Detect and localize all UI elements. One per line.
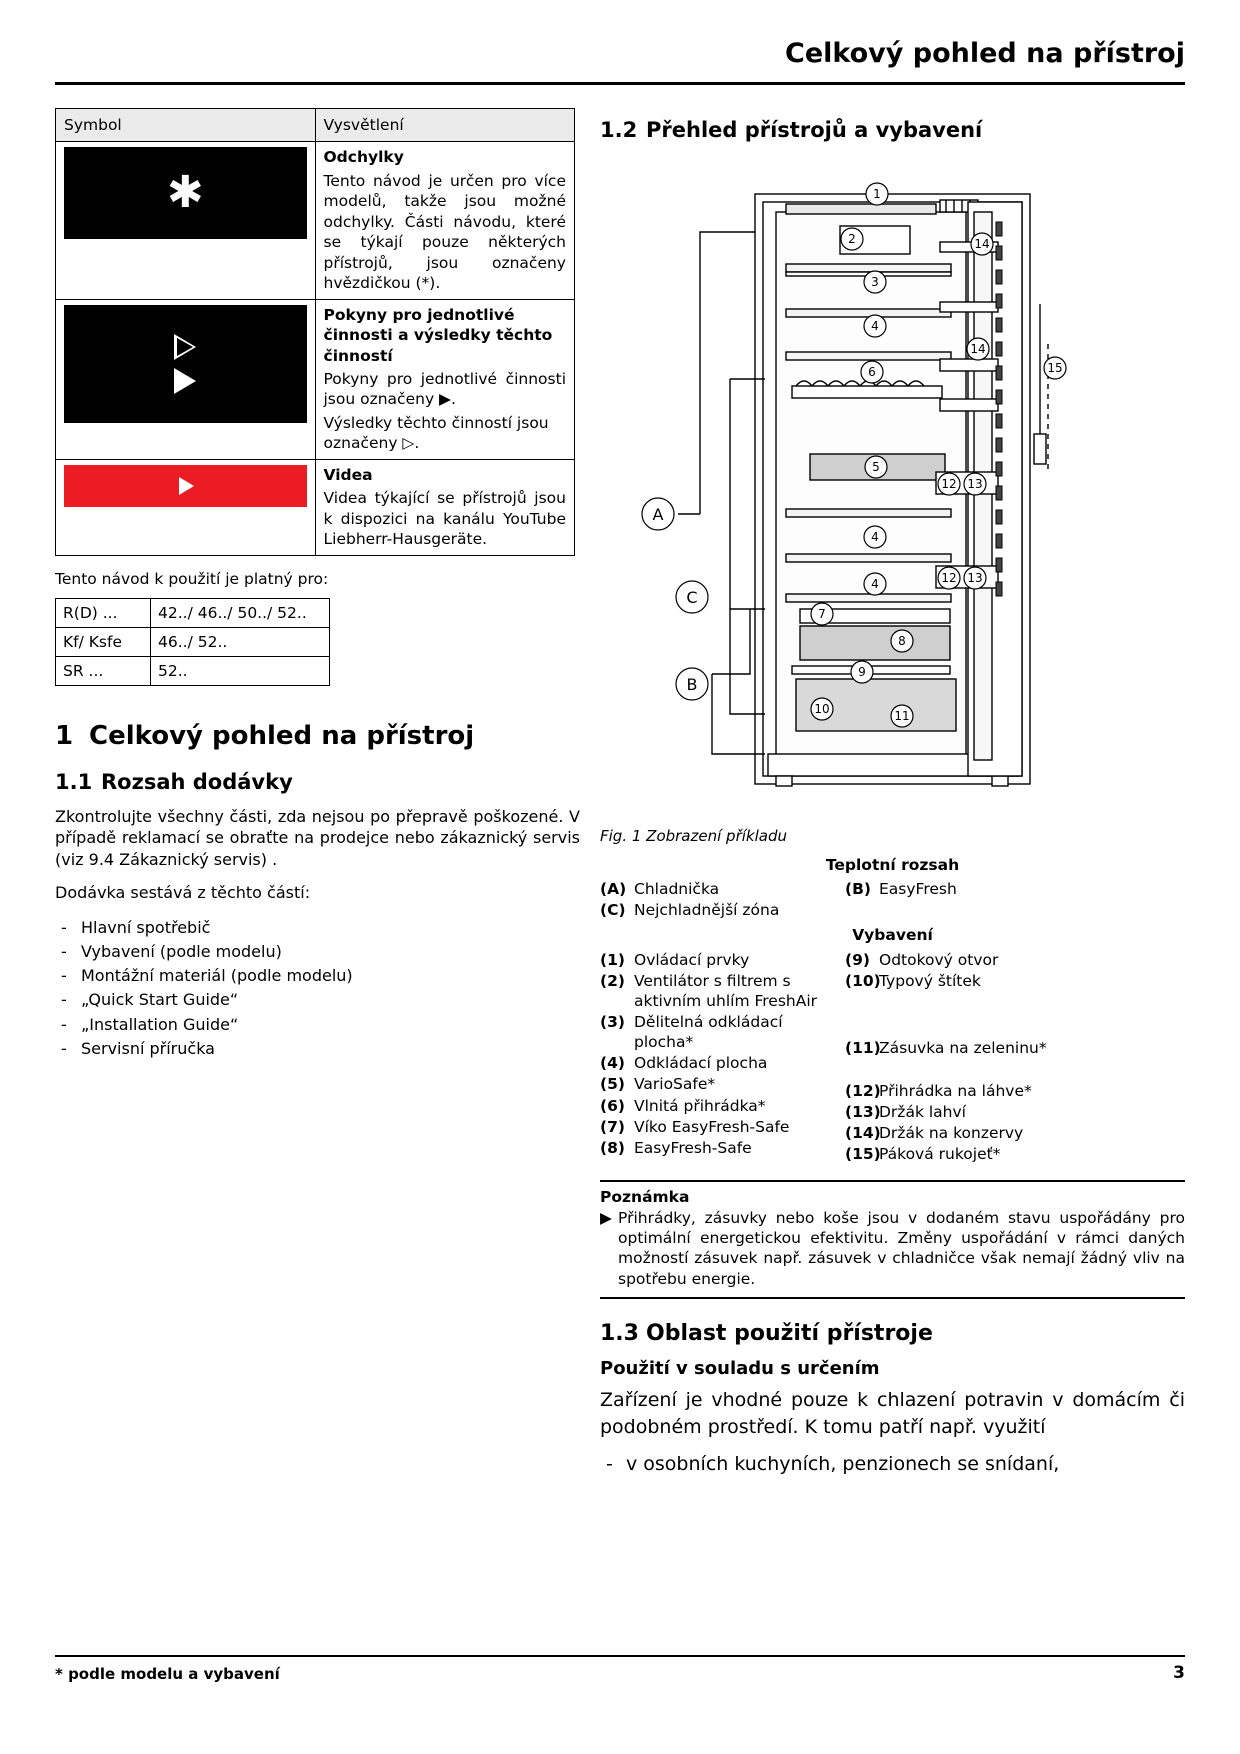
- svg-text:1: 1: [873, 187, 881, 201]
- figure-caption: Fig. 1 Zobrazení příkladu: [600, 827, 787, 845]
- list-item: - Montážní materiál (podle modelu): [55, 964, 580, 987]
- asterisk-symbol-cell: [56, 142, 316, 299]
- svg-text:13: 13: [967, 477, 983, 491]
- equipment-right-column: [845, 950, 1185, 1166]
- left-column: [55, 108, 580, 1061]
- svg-text:14: 14: [974, 237, 990, 251]
- legend-key: (8): [600, 1138, 625, 1157]
- legend-key: (C): [600, 901, 626, 920]
- svg-text:9: 9: [858, 665, 866, 679]
- section-1-2-number: 1.2: [600, 118, 638, 142]
- model-name: R(D) ...: [56, 598, 151, 627]
- symbol-explanation-deviations: [315, 142, 575, 299]
- legend-key: (5): [600, 1075, 625, 1094]
- section-1-number: 1: [55, 720, 74, 751]
- legend-key: (3): [600, 1012, 625, 1031]
- section-1-1-heading: [55, 770, 580, 794]
- note-title: Poznámka: [600, 1187, 690, 1206]
- legend-item: [600, 1117, 835, 1137]
- youtube-symbol-cell: [56, 459, 316, 555]
- section-1-3-number: 1.3: [600, 1321, 639, 1347]
- legend-item: [600, 971, 835, 1011]
- legend-key: (10): [845, 971, 881, 990]
- model-value: 42../ 46../ 50../ 52..: [151, 598, 330, 627]
- legend-value: VarioSafe*: [634, 1075, 716, 1094]
- symbol-title: Pokyny pro jednotlivé činnosti a výsledky těchto činností: [323, 305, 553, 365]
- legend-item: [845, 1123, 1185, 1143]
- svg-text:11: 11: [894, 709, 910, 723]
- note-block: [600, 1208, 1185, 1290]
- svg-text:15: 15: [1047, 361, 1063, 375]
- legend-key: (2): [600, 971, 625, 990]
- legend-item: [845, 879, 1185, 899]
- legend-item: [845, 1081, 1185, 1101]
- header-title: Celkový pohled na přístroj: [785, 38, 1185, 69]
- right-column: [600, 100, 1185, 1478]
- symbol-text: Videa týkající se přístrojů jsou k dispozici na kanálu YouTube Liebherr-Hausgeräte.: [323, 489, 566, 549]
- legend-key: (4): [600, 1054, 625, 1073]
- section-1-1-number: 1.1: [55, 769, 93, 794]
- validity-text: Tento návod k použití je platný pro:: [55, 569, 329, 588]
- asterisk-icon: ✱: [64, 147, 307, 239]
- svg-text:14: 14: [970, 342, 986, 356]
- model-table: [55, 598, 330, 686]
- legend-value: Odkládací plocha: [634, 1054, 768, 1073]
- legend-value: Víko EasyFresh-Safe: [634, 1117, 790, 1136]
- legend-key: (15): [845, 1145, 881, 1164]
- equipment-list: [600, 950, 1185, 1166]
- spacer: [845, 1059, 1185, 1081]
- model-value: 46../ 52..: [151, 627, 330, 656]
- section-1-3-title: Oblast použití přístroje: [646, 1321, 933, 1347]
- legend-value: Dělitelná odkládací plocha*: [634, 1012, 783, 1052]
- legend-key: (14): [845, 1124, 881, 1143]
- legend-item: [845, 1144, 1185, 1164]
- legend-value: Přihrádka na láhve*: [879, 1081, 1032, 1100]
- legend-item: [600, 950, 835, 970]
- temperature-range-heading: Teplotní rozsah: [825, 856, 960, 874]
- symbol-text: Tento návod je určen pro více modelů, takže jsou možné odchylky. Části návodu, které se týkají pouze některých přístrojů, jsou označeny hvězdičkou (*).: [323, 171, 566, 293]
- triangle-solid-icon: [174, 368, 196, 394]
- footer-divider: [55, 1655, 1185, 1657]
- legend-value: Odtokový otvor: [879, 950, 999, 969]
- table-row: [56, 656, 330, 685]
- symbol-explanation-videos: [315, 459, 575, 555]
- legend-value: Páková rukojeť*: [879, 1145, 1001, 1164]
- list-item: - „Quick Start Guide“: [55, 988, 580, 1011]
- legend-value: Vlnitá přihrádka*: [634, 1096, 766, 1115]
- legend-item: [845, 1038, 1185, 1058]
- appliance-figure: [600, 154, 1185, 819]
- legend-value: Zásuvka na zeleninu*: [879, 1038, 1047, 1057]
- table-row: [56, 459, 575, 555]
- delivery-paragraph-1: Zkontrolujte všechny části, zda nejsou po přepravě poškozené. V případě reklamací se obraťte na prodejce nebo zákaznický servis (viz 9.4 Zákaznický servis) .: [55, 806, 580, 869]
- explanation-column-header: Vysvětlení: [315, 109, 575, 142]
- fridge-diagram: [600, 154, 1185, 819]
- triangle-outline-icon: [174, 334, 196, 360]
- page-header: [55, 38, 1185, 69]
- list-item: - Hlavní spotřebič: [55, 916, 580, 939]
- legend-item: [600, 879, 835, 899]
- legend-key: (6): [600, 1096, 625, 1115]
- legend-item: [600, 1138, 835, 1158]
- legend-key: (12): [845, 1081, 881, 1100]
- list-item: - „Installation Guide“: [55, 1013, 580, 1036]
- legend-item: [845, 950, 1185, 970]
- model-name: SR ...: [56, 656, 151, 685]
- section-1-heading: [55, 722, 580, 752]
- legend-value: Držák na konzervy: [879, 1124, 1024, 1143]
- legend-value: EasyFresh-Safe: [634, 1138, 752, 1157]
- model-value: 52..: [151, 656, 330, 685]
- play-triangle-icon: [179, 477, 194, 495]
- symbol-table: [55, 108, 575, 556]
- youtube-icon: [64, 465, 307, 507]
- svg-text:7: 7: [818, 607, 826, 621]
- legend-value: EasyFresh: [879, 880, 957, 899]
- svg-text:12: 12: [941, 571, 957, 585]
- list-item: - Vybavení (podle modelu): [55, 940, 580, 963]
- legend-item: [600, 1074, 835, 1094]
- table-row: [56, 627, 330, 656]
- header-divider: [55, 82, 1185, 85]
- legend-value: Chladnička: [634, 880, 720, 899]
- list-item: - v osobních kuchyních, penzionech se snídaní,: [600, 1451, 1185, 1478]
- delivery-items-list: [55, 916, 580, 1060]
- note-divider-bottom: [600, 1297, 1185, 1299]
- model-name: Kf/ Ksfe: [56, 627, 151, 656]
- svg-text:4: 4: [871, 530, 879, 544]
- section-1-2-heading: [600, 118, 1185, 142]
- svg-text:4: 4: [871, 577, 879, 591]
- legend-item: [845, 971, 1185, 991]
- symbol-title: Videa: [323, 465, 373, 484]
- equipment-left-column: [600, 950, 835, 1166]
- legend-item: [600, 900, 835, 920]
- list-item: - Servisní příručka: [55, 1037, 580, 1060]
- legend-key: (9): [845, 950, 870, 969]
- legend-item: [600, 1053, 835, 1073]
- legend-key: (B): [845, 880, 871, 899]
- svg-text:A: A: [652, 505, 664, 524]
- legend-value: Ventilátor s filtrem s aktivním uhlím FreshAir: [634, 971, 818, 1010]
- svg-text:2: 2: [848, 232, 856, 246]
- note-text: Přihrádky, zásuvky nebo koše jsou v dodaném stavu uspořádány pro optimální energetickou efektivitu. Změny uspořádání v rámci daných možností zásuvek např. zásuvek v chladničce však nemají žádný vliv na spotřebu energie.: [618, 1208, 1185, 1288]
- symbol-text-2: Výsledky těchto činností jsou označeny ▷.: [323, 413, 549, 453]
- legend-value: Držák lahví: [879, 1103, 966, 1122]
- legend-value: Nejchladnější zóna: [634, 901, 780, 920]
- legend-key: (7): [600, 1117, 625, 1136]
- footer-note: * podle modelu a vybavení: [55, 1665, 280, 1683]
- intended-use-paragraph: Zařízení je vhodné pouze k chlazení potravin v domácím či podobném prostředí. K tomu patří např. využití: [600, 1389, 1185, 1438]
- section-1-1-title: Rozsah dodávky: [101, 769, 293, 794]
- page-number: 3: [1173, 1663, 1185, 1683]
- section-1-title: Celkový pohled na přístroj: [89, 720, 475, 751]
- legend-item: [845, 1102, 1185, 1122]
- intended-use-list: [600, 1451, 1185, 1478]
- symbol-text: Pokyny pro jednotlivé činnosti jsou označeny ▶.: [323, 369, 566, 409]
- legend-key: (1): [600, 950, 625, 969]
- equipment-heading: Vybavení: [852, 926, 933, 945]
- section-1-3-heading: [600, 1321, 1185, 1346]
- action-arrow-icon: ▶: [600, 1208, 612, 1227]
- table-row: [56, 598, 330, 627]
- note-divider-top: [600, 1180, 1185, 1182]
- svg-text:B: B: [686, 675, 698, 694]
- symbol-table-header-row: [56, 109, 575, 142]
- svg-text:8: 8: [898, 634, 906, 648]
- temperature-range-list: [600, 879, 1185, 921]
- spacer: [845, 992, 1185, 1038]
- legend-value: Typový štítek: [879, 971, 981, 990]
- intended-use-heading: Použití v souladu s určením: [600, 1358, 880, 1380]
- svg-text:3: 3: [871, 275, 879, 289]
- symbol-explanation-actions: [315, 299, 575, 459]
- triangle-symbol-cell: [56, 299, 316, 459]
- svg-text:12: 12: [941, 477, 957, 491]
- legend-item: [600, 1096, 835, 1116]
- legend-key: (11): [845, 1038, 881, 1057]
- delivery-paragraph-2: Dodávka sestává z těchto částí:: [55, 883, 311, 903]
- svg-text:13: 13: [967, 571, 983, 585]
- figure-legend: [600, 855, 1185, 1166]
- table-row: [56, 142, 575, 299]
- table-row: [56, 299, 575, 459]
- legend-key: (A): [600, 880, 627, 899]
- svg-text:10: 10: [814, 702, 830, 716]
- symbol-column-header: Symbol: [56, 109, 316, 142]
- svg-text:4: 4: [871, 319, 879, 333]
- legend-item: [600, 1012, 835, 1052]
- triangle-icons: [64, 305, 307, 423]
- svg-text:5: 5: [872, 460, 880, 474]
- svg-text:C: C: [686, 588, 698, 607]
- symbol-title: Odchylky: [323, 148, 404, 167]
- svg-text:6: 6: [868, 365, 876, 379]
- legend-key: (13): [845, 1103, 881, 1122]
- section-1-2-title: Přehled přístrojů a vybavení: [646, 118, 983, 142]
- legend-value: Ovládací prvky: [634, 950, 750, 969]
